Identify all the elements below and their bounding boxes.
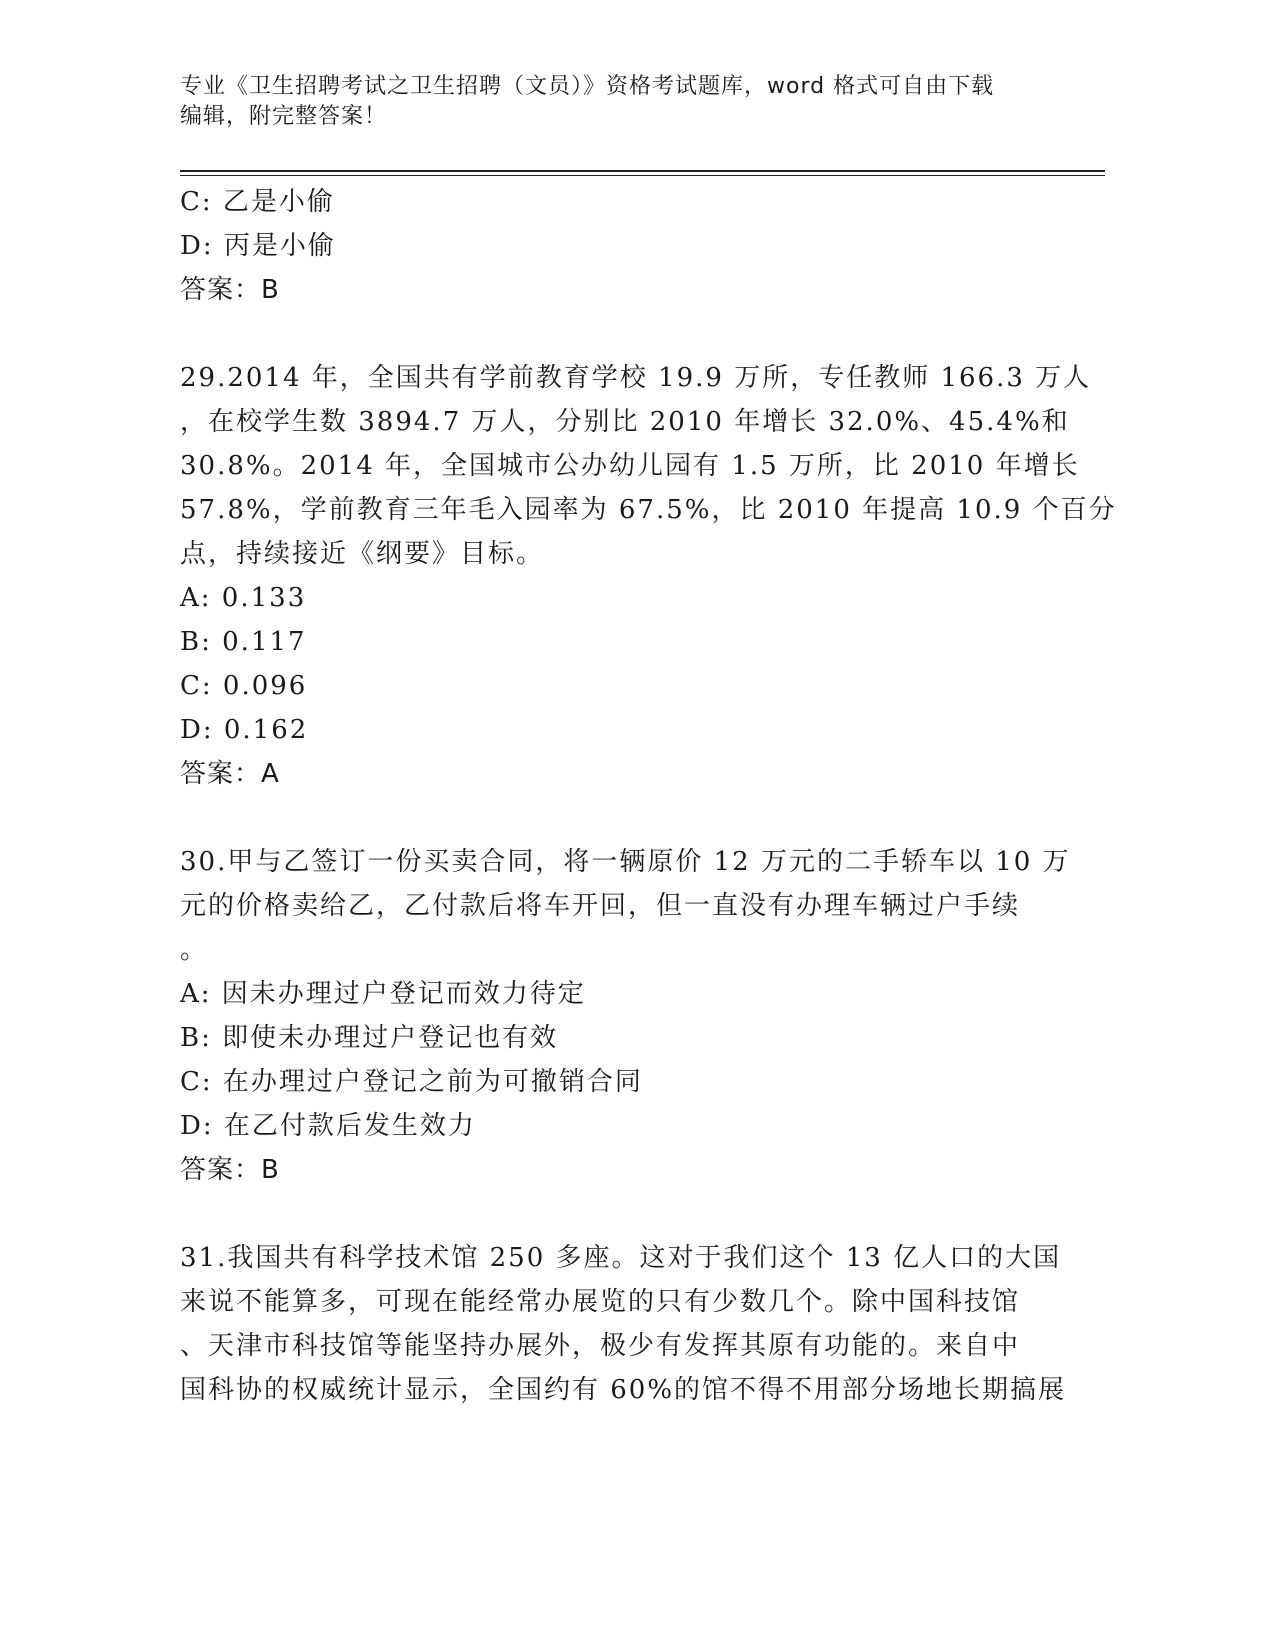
answer-line: 答案：A — [180, 759, 280, 789]
question-text-line: 31.我国共有科学技术馆 250 多座。这对于我们这个 13 亿人口的大国 — [180, 1243, 1062, 1273]
option-a: A: 因未办理过户登记而效力待定 — [180, 979, 586, 1009]
question-text-line: 29.2014 年，全国共有学前教育学校 19.9 万所，专任教师 166.3 万人 — [180, 363, 1092, 393]
question-text-line: 元的价格卖给乙，乙付款后将车开回，但一直没有办理车辆过户手续 — [180, 891, 1021, 921]
option-d: D: 在乙付款后发生效力 — [180, 1111, 476, 1141]
option-d: D: 丙是小偷 — [180, 231, 336, 261]
question-text-line: 点，持续接近《纲要》目标。 — [180, 539, 545, 569]
answer-line: 答案：B — [180, 275, 280, 305]
answer-line: 答案：B — [180, 1155, 280, 1185]
question-text-line: 国科协的权威统计显示，全国约有 60%的馆不得不用部分场地长期搞展 — [180, 1375, 1067, 1405]
question-text-line: 30.甲与乙签订一份买卖合同，将一辆原价 12 万元的二手轿车以 10 万 — [180, 847, 1071, 877]
option-c: C: 乙是小偷 — [180, 187, 335, 217]
option-d: D: 0.162 — [180, 715, 309, 745]
option-b: B: 即使未办理过户登记也有效 — [180, 1023, 559, 1053]
question-text-line: ，在校学生数 3894.7 万人，分别比 2010 年增长 32.0%、45.4%和 — [180, 407, 1070, 437]
document-header — [180, 72, 1040, 132]
option-b: B: 0.117 — [180, 627, 307, 657]
question-text-line: 57.8%，学前教育三年毛入园率为 67.5%，比 2010 年提高 10.9 个百分 — [180, 495, 1117, 525]
option-c: C: 0.096 — [180, 671, 308, 701]
question-31 — [180, 1236, 1067, 1412]
question-30 — [180, 840, 1071, 1192]
header-line-1: 专业《卫生招聘考试之卫生招聘（文员）》资格考试题库，word 格式可自由下载 — [180, 74, 995, 99]
header-rule-thin — [180, 175, 1105, 176]
header-rule-thick — [180, 170, 1105, 172]
question-text-line: 来说不能算多，可现在能经常办展览的只有少数几个。除中国科技馆 — [180, 1287, 1021, 1317]
question-text-line: 、天津市科技馆等能坚持办展外，极少有发挥其原有功能的。来自中 — [180, 1331, 1021, 1361]
header-line-2: 编辑，附完整答案！ — [180, 104, 388, 129]
option-c: C: 在办理过户登记之前为可撤销合同 — [180, 1067, 643, 1097]
question-29 — [180, 356, 1117, 796]
question-text-line: 30.8%。2014 年，全国城市公办幼儿园有 1.5 万所，比 2010 年增长 — [180, 451, 1080, 481]
question-28-tail — [180, 180, 1060, 312]
option-a: A: 0.133 — [180, 583, 307, 613]
question-text-line: 。 — [180, 935, 209, 965]
question-content — [180, 180, 1117, 1412]
